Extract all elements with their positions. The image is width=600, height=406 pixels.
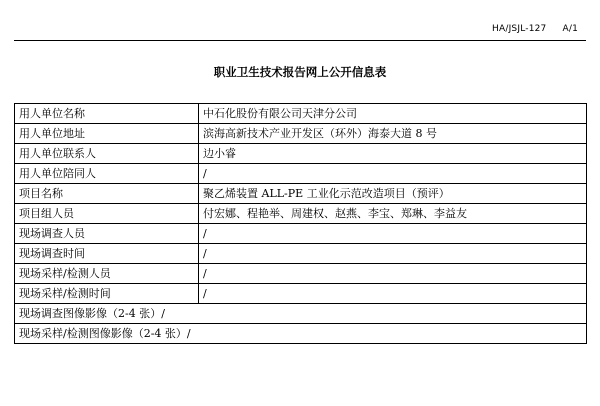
table-row: [15, 184, 587, 204]
table-row: [15, 264, 587, 284]
table-row: [15, 244, 587, 264]
info-table: [14, 103, 587, 344]
row-label: 项目组人员: [15, 204, 199, 224]
table-row: [15, 204, 587, 224]
row-value: /: [199, 264, 587, 284]
row-label: 现场调查时间: [15, 244, 199, 264]
row-value: 滨海高新技术产业开发区（环外）海泰大道 8 号: [199, 124, 587, 144]
table-row: [15, 124, 587, 144]
table-row: [15, 284, 587, 304]
row-value: 边小睿: [199, 144, 587, 164]
row-label: 用人单位地址: [15, 124, 199, 144]
table-row-full: [15, 304, 587, 324]
header-rule: [14, 40, 586, 41]
row-value: 中石化股份有限公司天津分公司: [199, 104, 587, 124]
document-code: [492, 24, 578, 34]
table-row: [15, 164, 587, 184]
table-row-full: [15, 324, 587, 344]
document-title: 职业卫生技术报告网上公开信息表: [213, 65, 387, 79]
table-row: [15, 224, 587, 244]
row-label: 用人单位联系人: [15, 144, 199, 164]
row-label: 用人单位名称: [15, 104, 199, 124]
row-value: /: [199, 224, 587, 244]
table-row: [15, 104, 587, 124]
site-survey-images-cell: 现场调查图像影像（2-4 张）/: [15, 304, 587, 324]
document-code-number: HA/JSJL-127: [492, 24, 547, 34]
row-value: /: [199, 164, 587, 184]
row-value: 付宏娜、程艳举、周建权、赵燕、李宝、郑琳、李益友: [199, 204, 587, 224]
row-label: 现场采样/检测人员: [15, 264, 199, 284]
row-value: 聚乙烯装置 ALL-PE 工业化示范改造项目（预评）: [199, 184, 587, 204]
row-value: /: [199, 244, 587, 264]
row-label: 现场调查人员: [15, 224, 199, 244]
row-label: 项目名称: [15, 184, 199, 204]
row-label: 用人单位陪同人: [15, 164, 199, 184]
row-value: /: [199, 284, 587, 304]
row-label: 现场采样/检测时间: [15, 284, 199, 304]
page-indicator: A/1: [562, 24, 578, 34]
sampling-images-cell: 现场采样/检测图像影像（2-4 张）/: [15, 324, 587, 344]
table-row: [15, 144, 587, 164]
